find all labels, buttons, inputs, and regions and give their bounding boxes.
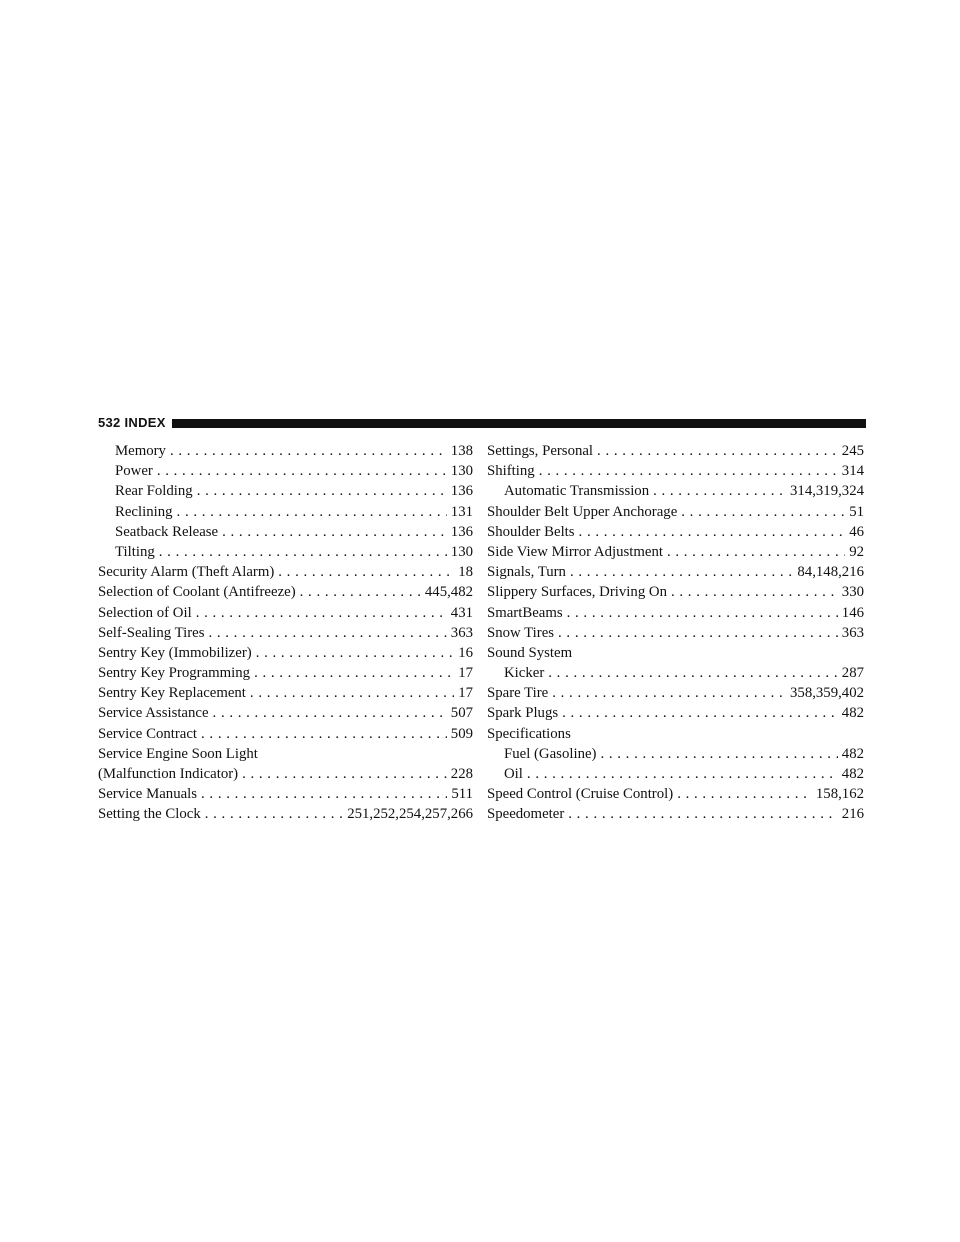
dot-leader: [552, 683, 786, 703]
index-page-ref: 216: [841, 806, 864, 823]
index-page-ref: 358,359,402: [790, 685, 864, 702]
index-entry: [487, 481, 864, 501]
dot-leader: [570, 562, 793, 582]
dot-leader: [213, 703, 447, 723]
index-term: (Malfunction Indicator): [98, 766, 239, 782]
index-entry: [98, 703, 473, 723]
index-term: Slippery Surfaces, Driving On: [487, 584, 667, 601]
index-page-ref: 17: [458, 685, 473, 702]
dot-leader: [568, 804, 838, 824]
index-term: Signals, Turn: [487, 564, 566, 581]
dot-leader: [653, 481, 786, 501]
index-entry: [487, 582, 864, 602]
index-page-ref: 363: [450, 624, 473, 641]
index-entry: [487, 623, 864, 643]
index-page-ref: 507: [450, 705, 473, 722]
index-term: Security Alarm (Theft Alarm): [98, 564, 275, 581]
index-entry: [487, 804, 864, 824]
dot-leader: [579, 522, 846, 542]
section-title: INDEX: [124, 415, 166, 430]
dot-leader: [197, 481, 447, 501]
index-entry: [487, 724, 864, 744]
index-term: Snow Tires: [487, 624, 555, 641]
index-entry: [487, 461, 864, 481]
index-page-ref: 511: [451, 786, 473, 803]
dot-leader: [600, 744, 837, 764]
index-term: Power: [115, 463, 153, 480]
index-entry: [487, 784, 864, 804]
index-page-ref: 92: [849, 543, 864, 560]
index-term: Side View Mirror Adjustment: [487, 543, 663, 560]
index-entry: [487, 542, 864, 562]
index-entry: [98, 744, 473, 764]
dot-leader: [242, 764, 447, 784]
index-term: Spare Tire: [487, 685, 549, 702]
index-term: Sentry Key (Immobilizer): [98, 644, 252, 661]
index-entry: [487, 562, 864, 582]
dot-leader: [177, 502, 447, 522]
index-entry: [98, 643, 473, 663]
index-entry: [98, 562, 473, 582]
dot-leader: [527, 764, 838, 784]
index-term: Kicker: [504, 665, 545, 682]
dot-leader: [170, 441, 447, 461]
index-page-ref: 17: [458, 665, 473, 682]
index-page-ref: 16: [458, 644, 473, 661]
dot-leader: [159, 542, 447, 562]
dot-leader: [250, 683, 454, 703]
index-page-ref: 131: [450, 503, 473, 520]
index-term: Setting the Clock: [98, 806, 201, 823]
index-term: Speed Control (Cruise Control): [487, 786, 674, 803]
index-page-ref: 482: [841, 766, 864, 782]
index-page-ref: 136: [450, 483, 473, 500]
dot-leader: [201, 724, 447, 744]
index-term: Oil: [504, 766, 523, 782]
index-entry: [487, 764, 864, 784]
index-term: Sentry Key Programming: [98, 665, 251, 682]
index-entry: [98, 804, 473, 824]
index-term: Sound System: [487, 644, 573, 661]
index-term: Service Manuals: [98, 786, 198, 803]
dot-leader: [539, 461, 838, 481]
index-page-ref: 482: [841, 705, 864, 722]
index-page-ref: 330: [841, 584, 864, 601]
dot-leader: [201, 784, 447, 804]
dot-leader: [667, 542, 845, 562]
index-page-ref: 146: [841, 604, 864, 621]
dot-leader: [300, 582, 421, 602]
index-term: Sentry Key Replacement: [98, 685, 246, 702]
index-page-ref: 228: [450, 766, 473, 782]
index-term: Speedometer: [487, 806, 565, 823]
index-term: Self-Sealing Tires: [98, 624, 205, 641]
index-entry: [487, 744, 864, 764]
index-column-right: [487, 441, 864, 825]
index-entry: [98, 784, 473, 804]
page-number: 532: [98, 415, 121, 430]
index-entry: [98, 441, 473, 461]
index-entry: [98, 603, 473, 623]
index-entry: [98, 764, 473, 784]
index-entry: [487, 683, 864, 703]
index-entry: [487, 663, 864, 683]
index-page-ref: 363: [841, 624, 864, 641]
index-term: Seatback Release: [115, 523, 219, 540]
index-term: Specifications: [487, 725, 571, 742]
index-page-ref: 138: [450, 443, 473, 459]
index-page-ref: 245: [841, 443, 864, 459]
page-header: [98, 416, 866, 430]
index-entry: [98, 481, 473, 501]
index-term: Rear Folding: [115, 483, 193, 500]
index-entry: [98, 522, 473, 542]
index-page-ref: 314: [841, 463, 864, 480]
index-page-ref: 482: [841, 745, 864, 762]
index-page-ref: 51: [849, 503, 864, 520]
index-entry: [98, 623, 473, 643]
index-term: Fuel (Gasoline): [504, 745, 597, 762]
index-page-ref: 84,148,216: [797, 564, 864, 581]
index-term: Shoulder Belts: [487, 523, 575, 540]
dot-leader: [256, 643, 455, 663]
index-entry: [487, 603, 864, 623]
dot-leader: [681, 502, 845, 522]
index-page-ref: 158,162: [815, 786, 864, 803]
index-term: Service Engine Soon Light: [98, 745, 258, 762]
index-term: Reclining: [115, 503, 173, 520]
index-term: Memory: [115, 443, 166, 459]
dot-leader: [254, 663, 454, 683]
index-term: Spark Plugs: [487, 705, 559, 722]
index-page-ref: 509: [450, 725, 473, 742]
index-term: Shoulder Belt Upper Anchorage: [487, 503, 678, 520]
index-entry: [98, 724, 473, 744]
dot-leader: [222, 522, 447, 542]
index-term: Tilting: [115, 543, 155, 560]
dot-leader: [157, 461, 447, 481]
index-entry: [98, 683, 473, 703]
index-page-ref: 46: [849, 523, 864, 540]
dot-leader: [205, 804, 343, 824]
index-entry: [487, 703, 864, 723]
dot-leader: [567, 603, 838, 623]
index-page-ref: 130: [450, 543, 473, 560]
dot-leader: [196, 603, 447, 623]
index-page-ref: 445,482: [424, 584, 473, 601]
dot-leader: [597, 441, 838, 461]
index-term: Service Contract: [98, 725, 198, 742]
index-page-ref: 18: [458, 564, 473, 581]
index-term: SmartBeams: [487, 604, 563, 621]
index-page-ref: 130: [450, 463, 473, 480]
index-column-left: [98, 441, 473, 825]
index-term: Shifting: [487, 463, 535, 480]
index-entry: [98, 502, 473, 522]
page-header-label: [98, 416, 166, 430]
index-entry: [487, 643, 864, 663]
index-term: Service Assistance: [98, 705, 209, 722]
index-entry: [98, 461, 473, 481]
index-entry: [487, 502, 864, 522]
dot-leader: [558, 623, 838, 643]
index-page-ref: 314,319,324: [790, 483, 864, 500]
dot-leader: [562, 703, 838, 723]
index-page-ref: 136: [450, 523, 473, 540]
index-entry: [487, 522, 864, 542]
index-entry: [98, 582, 473, 602]
index-term: Settings, Personal: [487, 443, 594, 459]
index-entry: [98, 663, 473, 683]
index-term: Selection of Coolant (Antifreeze): [98, 584, 296, 601]
index-term: Automatic Transmission: [504, 483, 650, 500]
index-entry: [98, 542, 473, 562]
index-page-ref: 431: [450, 604, 473, 621]
dot-leader: [548, 663, 838, 683]
index-page-ref: 251,252,254,257,266: [347, 806, 473, 823]
dot-leader: [677, 784, 812, 804]
header-rule: [172, 419, 866, 428]
dot-leader: [208, 623, 446, 643]
dot-leader: [278, 562, 454, 582]
dot-leader: [671, 582, 838, 602]
index-term: Selection of Oil: [98, 604, 192, 621]
index-page-ref: 287: [841, 665, 864, 682]
index-entry: [487, 441, 864, 461]
